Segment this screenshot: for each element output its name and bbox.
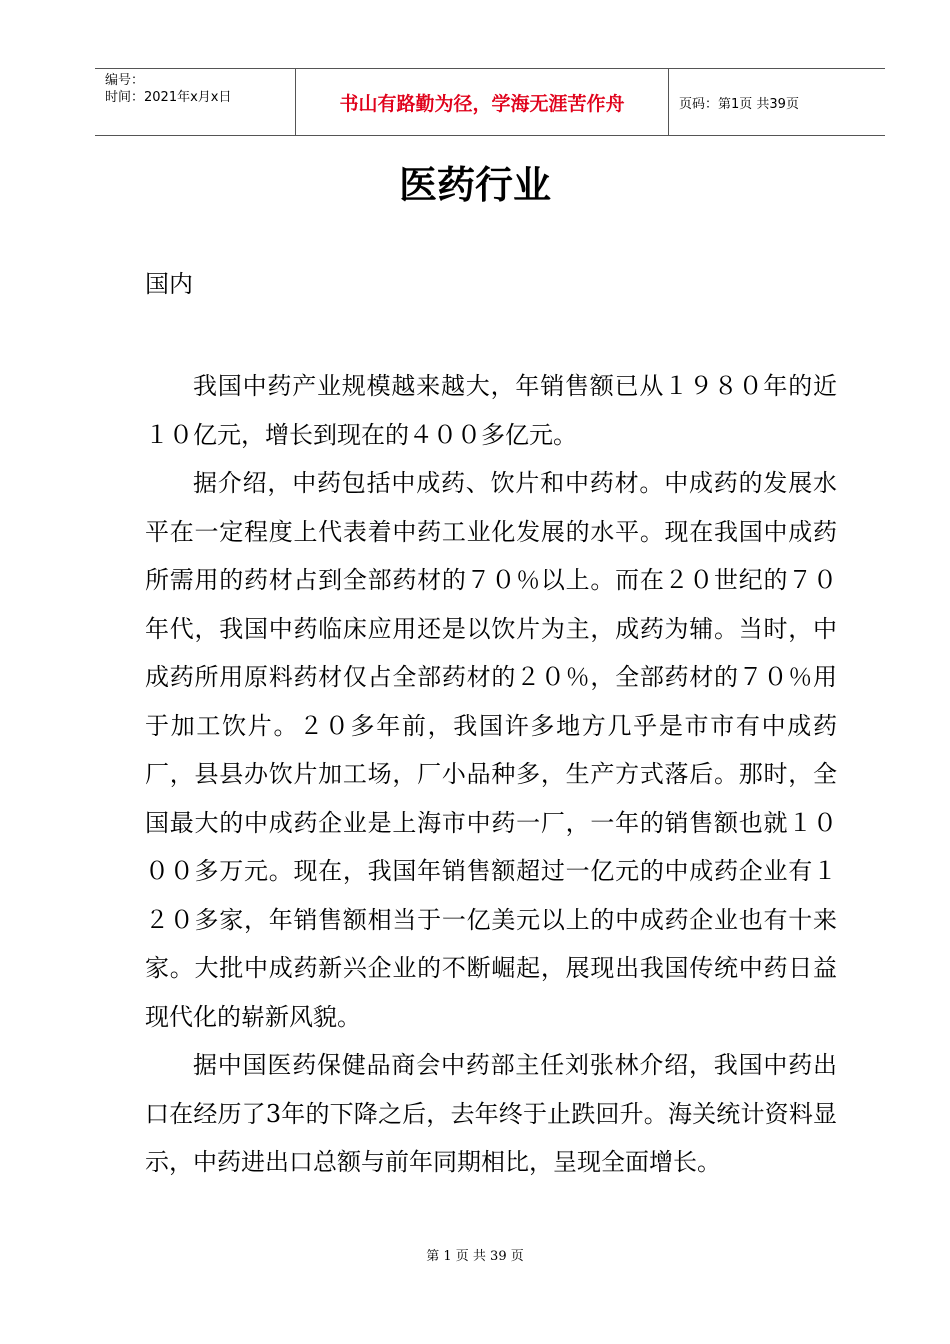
paragraph: 我国中药产业规模越来越大，年销售额已从１９８０年的近１０亿元，增长到现在的４００多亿元。 xyxy=(145,372,837,449)
paragraph: 据介绍，中药包括中成药、饮片和中药材。中成药的发展水平在一定程度上代表着中药工业化发展的水平。现在我国中成药所需用的药材占到全部药材的７０％以上。而在２０世纪的７０年代，我国中药临床应用还是以饮片为主，成药为辅。当时，中成药所用原料药材仅占全部药材的２０％，全部药材的７０％用于加工饮片。２０多年前，我国许多地方几乎是市市有中成药厂，县县办饮片加工场，厂小品种多，生产方式落后。那时，全国最大的中成药企业是上海市中药一厂，一年的销售额也就１０００多万元。现在，我国年销售额超过一亿元的中成药企业有１２０多家，年销售额相当于一亿美元以上的中成药企业也有十来家。大批中成药新兴企业的不断崛起，展现出我国传统中药日益现代化的崭新风貌。 xyxy=(145,469,837,1031)
header-page-info: 页码：第1页 共39页 xyxy=(679,96,799,112)
page-footer: 第 1 页 共 39 页 xyxy=(426,1249,524,1264)
document-body xyxy=(145,362,837,1187)
document-title: 医药行业 xyxy=(398,163,551,207)
page-header xyxy=(95,68,885,136)
section-heading: 国内 xyxy=(145,270,193,298)
paragraph: 据中国医药保健品商会中药部主任刘张林介绍，我国中药出口在经历了3年的下降之后，去年终于止跌回升。海关统计资料显示，中药进出口总额与前年同期相比，呈现全面增长。 xyxy=(145,1051,837,1176)
serial-label: 编号： xyxy=(105,73,145,88)
time-label: 时间：2021年x月x日 xyxy=(105,90,232,105)
header-meta xyxy=(95,69,296,135)
header-motto: 书山有路勤为径，学海无涯苦作舟 xyxy=(296,69,669,135)
